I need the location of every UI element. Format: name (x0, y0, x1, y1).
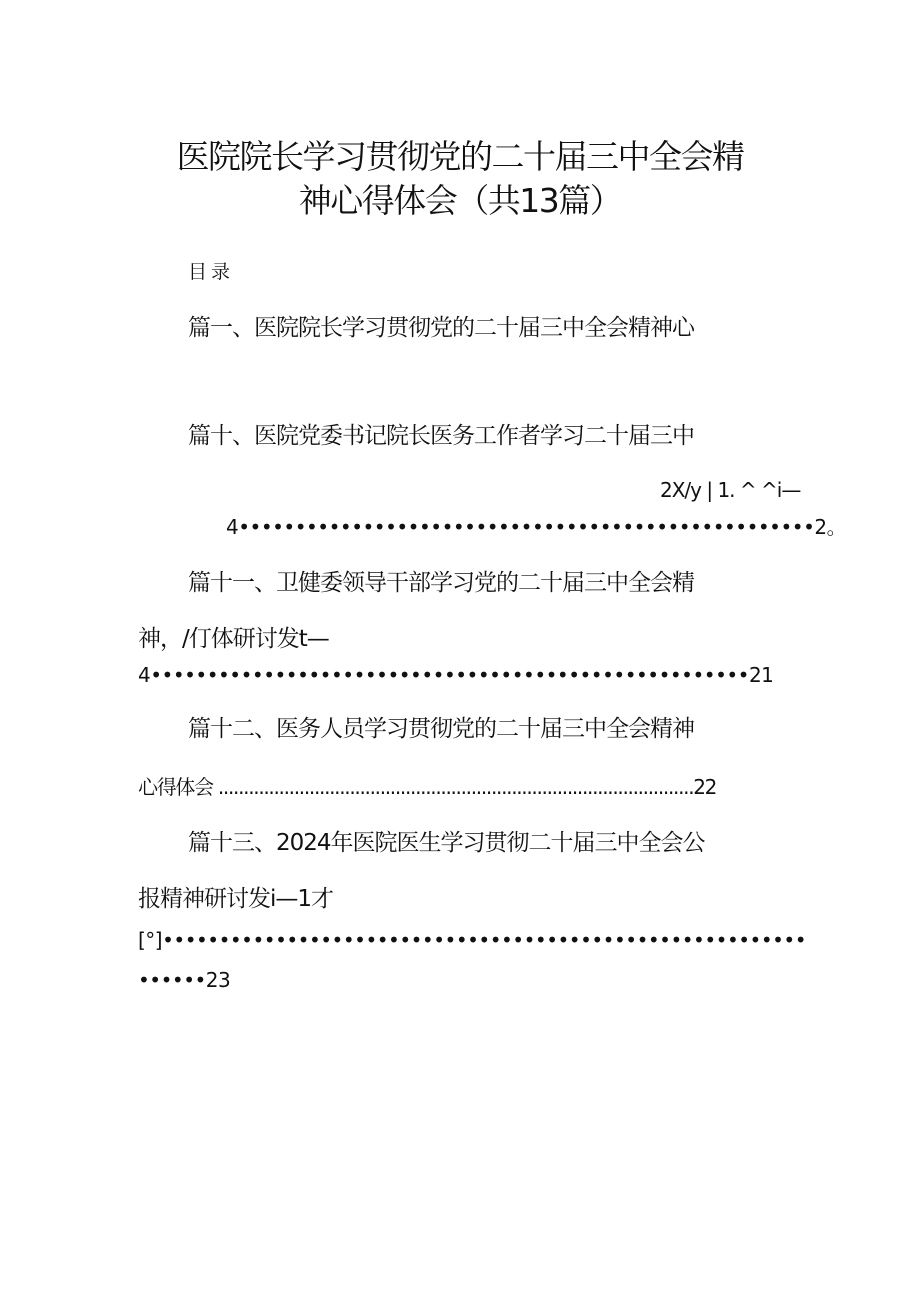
toc-entry-1-title[interactable]: 篇一、医院院长学习贯彻党的二十届三中全会精神心 (188, 315, 694, 341)
toc-entry-11-title[interactable]: 篇十一、卫健委领导干部学习党的二十届三中全会精 (188, 570, 694, 596)
toc-entry-10-subtitle: 2X/y | 1. ^ ^i— (660, 478, 801, 502)
toc-entry-11-leader-page: 4•••••••••••••••••••••••••••••••••••••••••••••••••••••21 (138, 663, 774, 687)
toc-entry-13-leader-page: ••••••23 (138, 968, 231, 992)
document-title-line-2: 神心得体会（共13篇） (298, 181, 622, 220)
toc-entry-10-leader-page: 4•••••••••••••••••••••••••••••••••••••••••••••••••••2。 (226, 515, 847, 539)
toc-entry-13-leader: [°]••••••••••••••••••••••••••••••••••••••••••••••••••••••••• (138, 928, 807, 952)
document-title-line-1: 医院院长学习贯彻党的二十届三中全会精 (176, 137, 744, 176)
toc-entry-12-title[interactable]: 篇十二、医务人员学习贯彻党的二十届三中全会精神 (188, 716, 694, 742)
toc-heading: 目录 (188, 261, 235, 283)
toc-entry-11-subtitle: 神，/仃体研讨发t— (138, 626, 329, 652)
toc-entry-10-title[interactable]: 篇十、医院党委书记院长医务工作者学习二十届三中 (188, 423, 694, 449)
toc-entry-12-subtitle-leader-page: 心得体会 ..............................................................................................22 (138, 775, 717, 799)
toc-entry-13-title[interactable]: 篇十三、2024年医院医生学习贯彻二十届三中全会公 (188, 830, 705, 856)
toc-entry-13-subtitle: 报精神研讨发i—1才 (138, 886, 334, 912)
